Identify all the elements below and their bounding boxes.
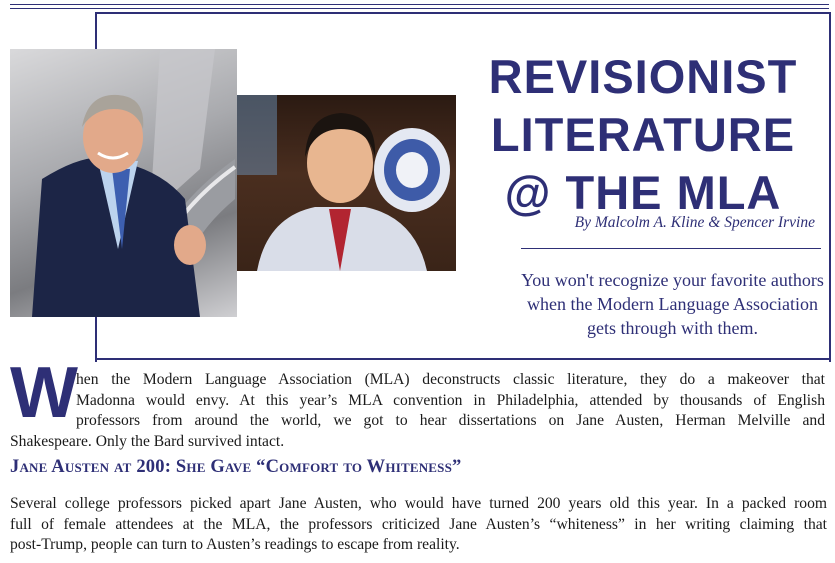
dek: You won't recognize your favorite authors when the Modern Language Association gets through with them.: [521, 270, 824, 338]
drop-cap: W: [10, 353, 78, 433]
section-line: Several college professors picked apart Jane Austen, who would have turned 200 years old this year. In a packed room: [10, 495, 827, 512]
author-photo-irvine-drawing: [237, 95, 456, 271]
lead-line: Madonna would envy. At this year’s MLA convention in Philadelphia, attended by thousands of English: [76, 391, 825, 409]
section-line: full of female attendees at the MLA, the professors criticized Jane Austen’s “whiteness” in her writing claiming that: [10, 515, 827, 533]
author-photo-kline-drawing: [10, 49, 237, 317]
lead-line: Shakespeare. Only the Bard survived intact.: [10, 432, 285, 450]
lead-line: hen the Modern Language Association (MLA) deconstructs classic literature, they do a makeover that: [76, 371, 825, 388]
section-paragraph: [10, 494, 827, 556]
byline-divider: [521, 248, 821, 249]
lead-line: professors from around the world, we got to hear dissertations on Jane Austen, Herman Melville and: [76, 412, 825, 429]
author-photo-kline: [10, 49, 237, 317]
byline: By Malcolm A. Kline & Spencer Irvine: [574, 214, 815, 231]
headline: REVISIONIST LITERATURE @ THE MLA: [488, 50, 798, 219]
section-line: post-Trump, people can turn to Austen’s readings to escape from reality.: [10, 536, 460, 553]
section-heading: Jane Austen at 200: She Gave “Comfort to Whiteness”: [10, 457, 462, 477]
header-frame-bottom-rule: [95, 358, 831, 360]
top-double-rule: [10, 4, 829, 9]
author-photo-irvine: [237, 95, 456, 271]
lead-paragraph: [10, 370, 825, 452]
